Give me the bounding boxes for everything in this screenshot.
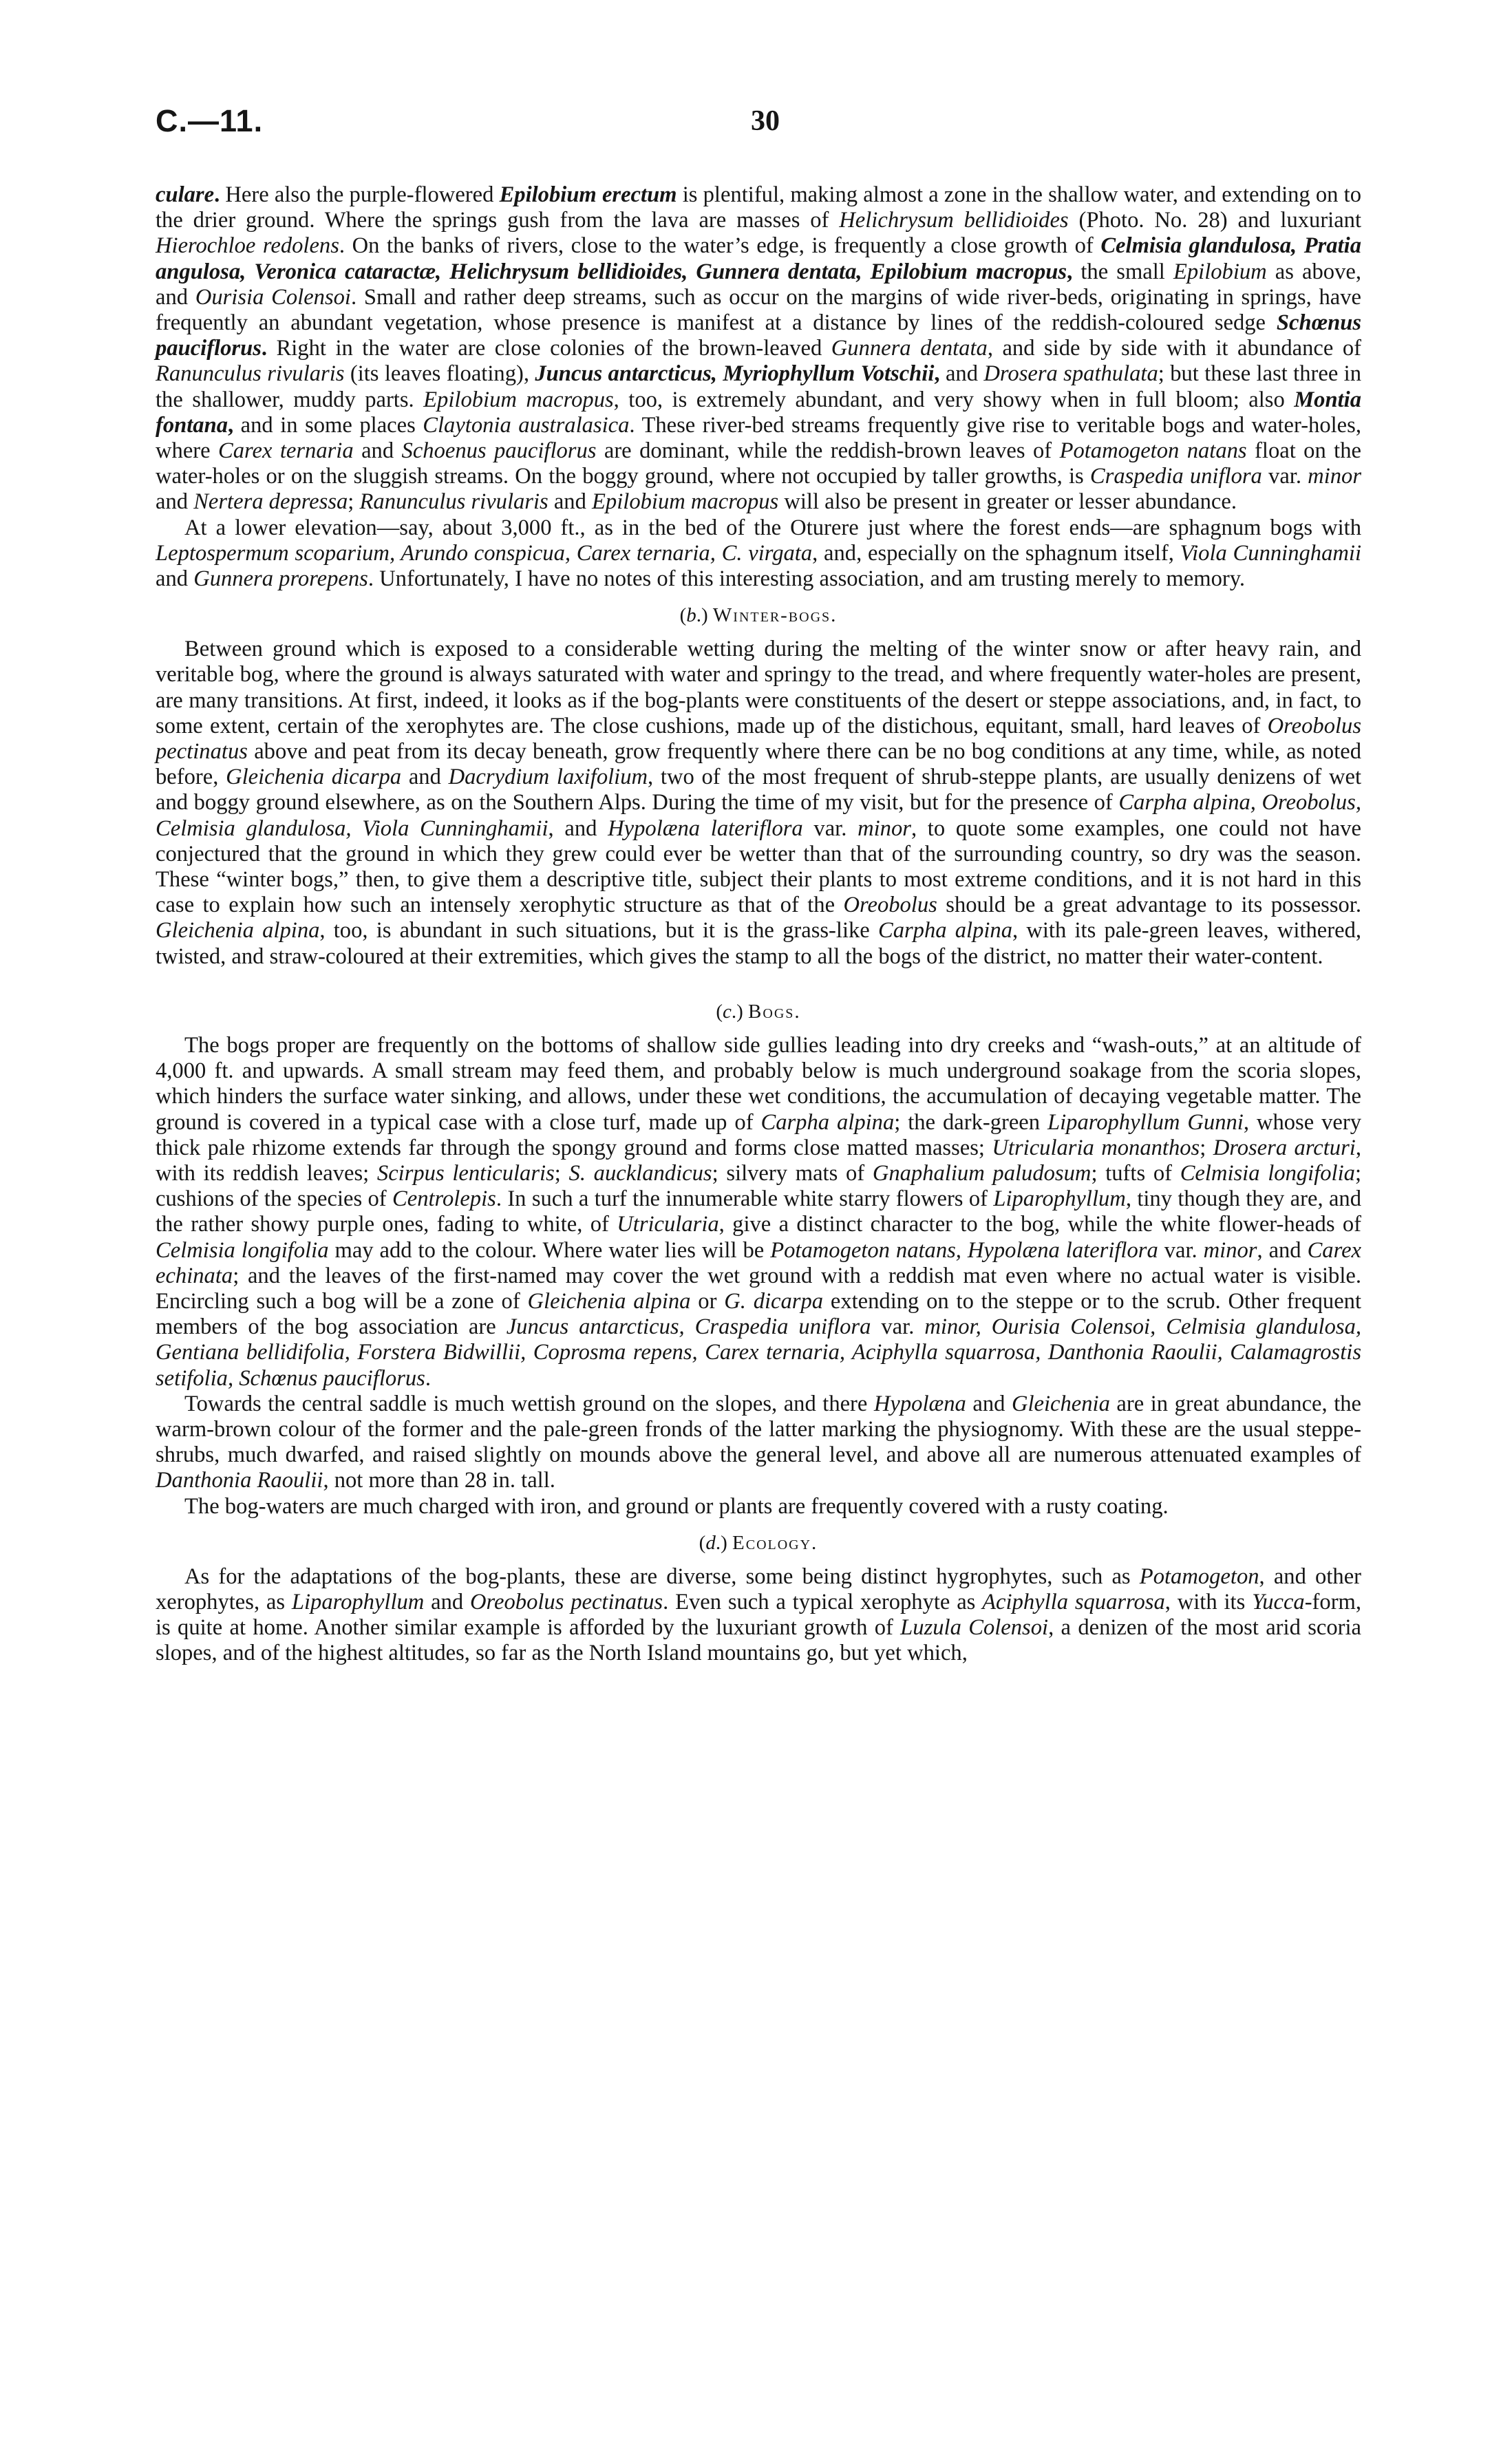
paragraph-continued: culare. Here also the purple-flowered Epilobium erectum is plentiful, making almost a zone in the shallow water, and extending on to the drier ground. Where the springs gush from the lava are masses of Helichrysum bellidioides (Photo. No. 28) and luxuriant Hierochloe redolens. On the banks of rivers, close to the water’s edge, is frequently a close growth of Celmisia glandulosa, Pratia angulosa, Veronica cataractæ, Helichrysum bellidioides, Gunnera dentata, Epilobium macropus, the small Epilobium as above, and Ourisia Colensoi. Small and rather deep streams, such as occur on the margins of wide river-beds, originating in springs, have frequently an abundant vegetation, whose presence is manifest at a distance by lines of the reddish-coloured sedge Schœnus pauciflorus. Right in the water are close colonies of the brown-leaved Gunnera dentata, and side by side with it abundance of Ranunculus rivularis (its leaves floating), Juncus antarcticus, Myriophyllum Votschii, and Drosera spathulata; but these last three in the shallower, muddy parts. Epilobium macropus, too, is extremely abundant, and very showy when in full bloom; also Montia fontana, and in some places Claytonia australasica. These river-bed streams frequently give rise to veritable bogs and water-holes, where Carex ternaria and Schoenus pauciflorus are dominant, while the reddish-brown leaves of Potamogeton natans float on the water-holes or on the sluggish streams. On the boggy ground, where not occupied by taller growths, is Craspedia uniflora var. minor and Nertera depressa; Ranunculus rivularis and Epilobium macropus will also be present in greater or lesser abundance. [156, 182, 1362, 515]
paragraph-sphagnum-bogs: At a lower elevation—say, about 3,000 ft., as in the bed of the Oturere just where the forest ends—are sphagnum bogs with Leptospermum scoparium, Arundo conspicua, Carex ternaria, C. virgata, and, especially on the sphagnum itself, Viola Cunninghamii and Gunnera prorepens. Unfortunately, I have no notes of this interesting association, and am trusting merely to memory. [156, 515, 1361, 592]
paragraph-winter-bogs: Between ground which is exposed to a considerable wetting during the melting of the winter snow or after heavy rain, and veritable bog, where the ground is always saturated with water and springy to the tread, and where frequently water-holes are present, are many transitions. At first, indeed, it looks as if the bog-plants were constituents of the desert or steppe associations, and, in fact, to some extent, certain of the xerophytes are. The close cushions, made up of the distichous, equitant, small, hard leaves of Oreobolus pectinatus above and peat from its decay beneath, grow frequently where there can be no bog conditions at any time, while, as noted before, Gleichenia dicarpa and Dacrydium laxifolium, two of the most frequent of shrub-steppe plants, are usually denizens of wet and boggy ground elsewhere, as on the Southern Alps. During the time of my visit, but for the presence of Carpha alpina, Oreobolus, Celmisia glandulosa, Viola Cunninghamii, and Hypolæna lateriflora var. minor, to quote some examples, one could not have conjectured that the ground in which they grew could ever be wetter than that of the surrounding country, so dry was the season. These “winter bogs,” then, to give them a descriptive title, subject their plants to most extreme conditions, and it is not hard in this case to explain how such an intensely xerophytic structure as that of the Oreobolus should be a great advantage to its possessor. Gleichenia alpina, too, is abundant in such situations, but it is the grass-like Carpha alpina, with its pale-green leaves, withered, twisted, and straw-coloured at their extremities, which gives the stamp to all the bogs of the district, no matter their water-content. [156, 637, 1362, 969]
paragraph-central-saddle: Towards the central saddle is much wettish ground on the slopes, and there Hypolæna and Gleichenia are in great abundance, the warm-brown colour of the former and the pale-green fronds of the latter marking the physiognomy. With these are the usual steppe-shrubs, much dwarfed, and raised slightly on mounds above the general level, and above all are numerous attenuated examples of Danthonia Raoulii, not more than 28 in. tall. [156, 1391, 1361, 1493]
page-header [156, 103, 1361, 158]
section-heading-label: (b.) [679, 604, 708, 627]
section-heading-title: Bogs. [748, 1000, 801, 1023]
paragraph-ecology: As for the adaptations of the bog-plants, these are diverse, some being distinct hygrophytes, such as Potamogeton, and other xerophytes, as Liparophyllum and Oreobolus pectinatus. Even such a typical xerophyte as Aciphylla squarrosa, with its Yucca-form, is quite at home. Another similar example is afforded by the luxuriant growth of Luzula Colensoi, a denizen of the most arid scoria slopes, and of the highest altitudes, so far as the North Island mountains go, but yet which, [156, 1564, 1362, 1666]
section-heading-title: Ecology. [732, 1531, 818, 1554]
document-page [156, 103, 1361, 1667]
document-code: C.—11. [156, 103, 264, 138]
paragraph-bogs-proper: The bogs proper are frequently on the bottoms of shallow side gullies leading into dry creeks and “wash-outs,” at an altitude of 4,000 ft. and upwards. A small stream may feed them, and probably below is much underground soakage from the scoria slopes, which hinders the surface water sinking, and allows, under these wet conditions, the accumulation of decaying vegetable matter. The ground is covered in a typical case with a close turf, made up of Carpha alpina; the dark-green Liparophyllum Gunni, whose very thick pale rhizome extends far through the spongy ground and forms close matted masses; Utricularia monanthos; Drosera arcturi, with its reddish leaves; Scirpus lenticularis; S. aucklandicus; silvery mats of Gnaphalium paludosum; tufts of Celmisia longifolia; cushions of the species of Centrolepis. In such a turf the innumerable white starry flowers of Liparophyllum, tiny though they are, and the rather showy purple ones, fading to white, of Utricularia, give a distinct character to the bog, while the white flower-heads of Celmisia longifolia may add to the colour. Where water lies will be Potamogeton natans, Hypolæna lateriflora var. minor, and Carex echinata; and the leaves of the first-named may cover the wet ground with a reddish mat even where no actual water is visible. Encircling such a bog will be a zone of Gleichenia alpina or G. dicarpa extending on to the steppe or to the scrub. Other frequent members of the bog association are Juncus antarcticus, Craspedia uniflora var. minor, Ourisia Colensoi, Celmisia glandulosa, Gentiana bellidifolia, Forstera Bidwillii, Coprosma repens, Carex ternaria, Aciphylla squarrosa, Danthonia Raoulii, Calamagrostis setifolia, Schœnus pauciflorus. [156, 1032, 1362, 1391]
section-heading-bogs [156, 1000, 1361, 1023]
section-heading-label: (d.) [699, 1531, 727, 1554]
section-heading-title: Winter-bogs. [712, 604, 838, 627]
page-body [156, 182, 1361, 1667]
paragraph-bog-waters: The bog-waters are much charged with iron, and ground or plants are frequently covered with a rusty coating. [184, 1493, 1169, 1519]
page-number: 30 [751, 105, 780, 137]
section-heading-label: (c.) [716, 1000, 743, 1023]
section-heading-winter-bogs [156, 604, 1361, 627]
section-heading-ecology [156, 1531, 1361, 1555]
